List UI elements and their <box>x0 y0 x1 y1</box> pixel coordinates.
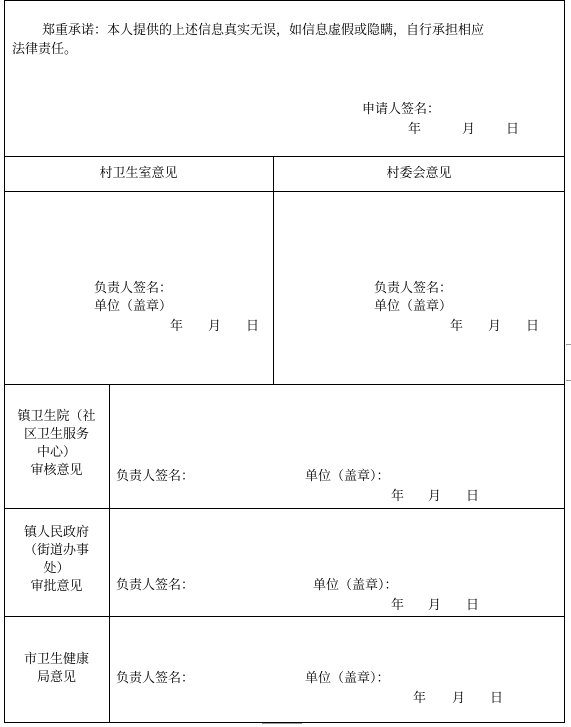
label-line: 镇人民政府 <box>23 525 89 540</box>
label-line: 审核意见 <box>30 463 83 478</box>
date-year: 年 <box>170 319 184 334</box>
village-committee-signature-label: 负责人签名： <box>374 281 453 296</box>
label-line: 市卫生健康 <box>23 652 89 667</box>
table-border-right <box>564 0 565 723</box>
town-government-label <box>4 524 109 596</box>
table-rule <box>4 616 565 617</box>
layout-mark <box>262 723 302 724</box>
date-day: 日 <box>506 122 520 137</box>
table-rule <box>4 508 565 509</box>
town-health-signature-label: 负责人签名： <box>116 469 195 484</box>
table-border-left <box>4 0 5 723</box>
declaration-text: 郑重承诺：本人提供的上述信息真实无误，如信息虚假或隐瞒，自行承担相应 <box>42 23 485 38</box>
date-day: 日 <box>490 691 504 706</box>
table-rule <box>4 191 565 192</box>
date-month: 月 <box>428 489 442 504</box>
declaration-text: 法律责任。 <box>12 42 78 57</box>
table-rule <box>4 156 565 157</box>
label-line: （街道办事 <box>23 543 89 558</box>
table-rule <box>273 156 274 385</box>
date-day: 日 <box>246 319 260 334</box>
village-clinic-signature-label: 负责人签名： <box>94 281 173 296</box>
date-month: 月 <box>428 598 442 613</box>
date-year: 年 <box>391 489 405 504</box>
town-government-unit-label: 单位（盖章）： <box>313 578 398 593</box>
label-line: 处） <box>43 561 70 576</box>
label-line: 审批意见 <box>30 579 83 594</box>
city-health-label <box>4 651 109 687</box>
label-line: 镇卫生院（社 <box>17 409 96 424</box>
date-year: 年 <box>408 122 422 137</box>
table-border-top <box>4 0 565 1</box>
date-month: 月 <box>452 691 466 706</box>
village-committee-unit-label: 单位（盖章） <box>374 299 453 314</box>
table-rule <box>109 384 110 723</box>
date-year: 年 <box>450 319 464 334</box>
village-clinic-unit-label: 单位（盖章） <box>94 299 173 314</box>
date-year: 年 <box>391 598 405 613</box>
layout-mark <box>566 380 571 381</box>
village-committee-header: 村委会意见 <box>386 166 452 181</box>
label-line: 局意见 <box>36 670 76 685</box>
town-health-label <box>4 408 109 480</box>
date-year: 年 <box>413 691 427 706</box>
town-health-unit-label: 单位（盖章）： <box>305 469 390 484</box>
village-clinic-header: 村卫生室意见 <box>99 166 178 181</box>
label-line: 中心） <box>36 445 76 460</box>
table-rule <box>4 384 565 385</box>
date-day: 日 <box>526 319 540 334</box>
city-health-signature-label: 负责人签名： <box>116 671 195 686</box>
town-government-signature-label: 负责人签名： <box>116 578 195 593</box>
date-month: 月 <box>208 319 222 334</box>
date-day: 日 <box>466 598 480 613</box>
applicant-signature-label: 申请人签名： <box>362 102 441 117</box>
city-health-unit-label: 单位（盖章）： <box>305 671 390 686</box>
label-line: 区卫生服务 <box>23 427 89 442</box>
layout-mark <box>566 344 571 345</box>
date-month: 月 <box>488 319 502 334</box>
date-month: 月 <box>462 122 476 137</box>
date-day: 日 <box>466 489 480 504</box>
